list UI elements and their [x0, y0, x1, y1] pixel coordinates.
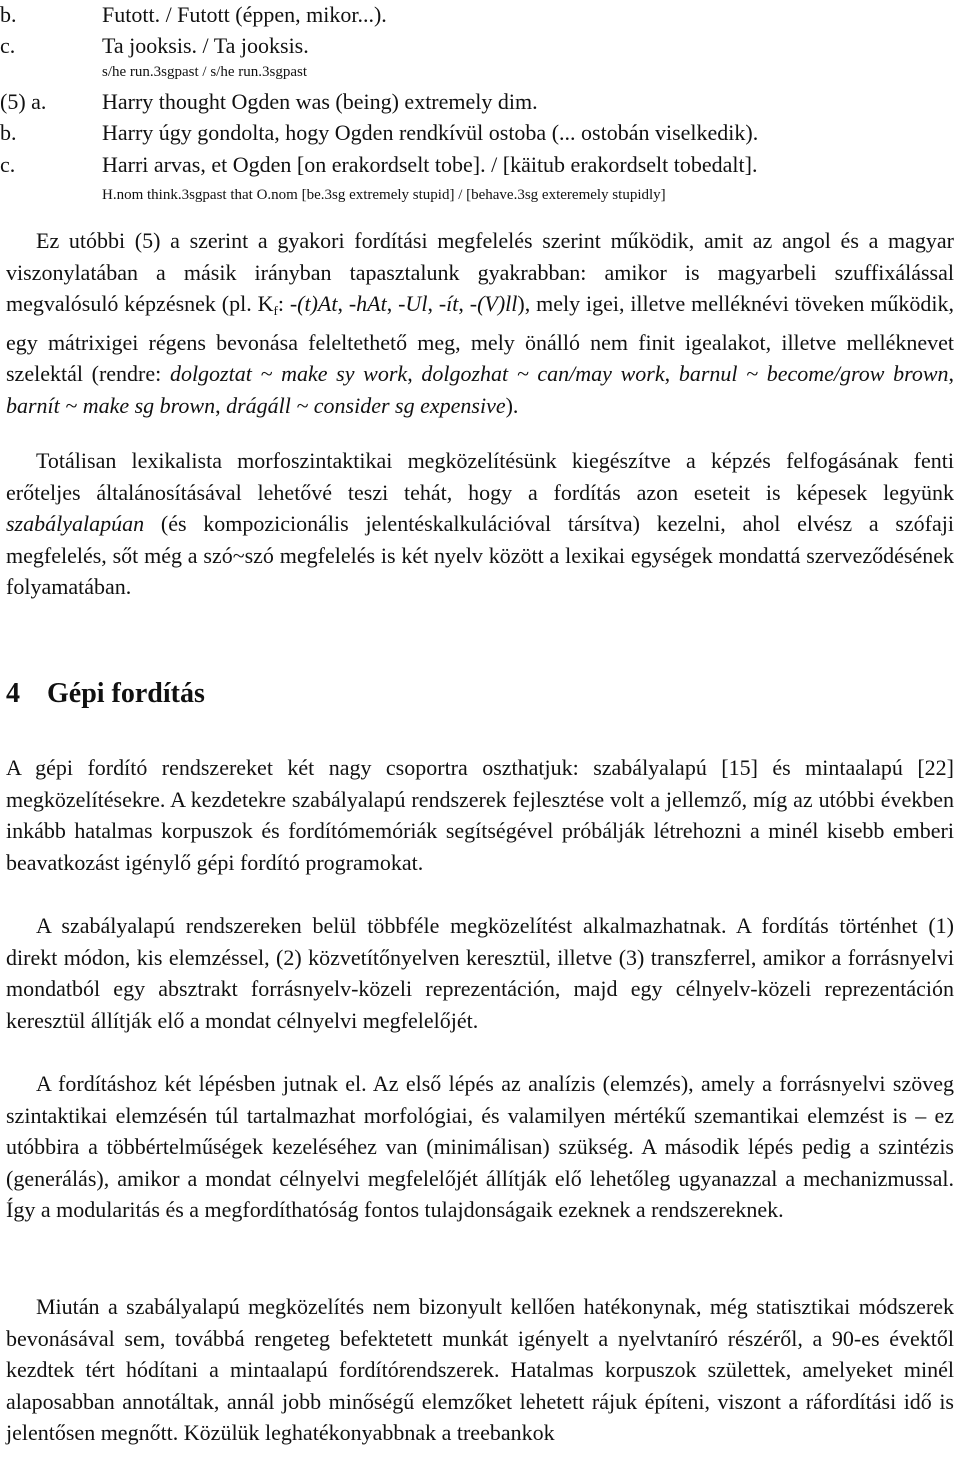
example-label: b. — [0, 2, 17, 27]
paragraph-analysis-synthesis: A fordításhoz két lépésben jutnak el. Az első lépés az analízis (elemzés), amely a forrásnyelvi szöveg szintaktikai elemzésén túl tartalmazhat morfológiai, és valamilyen mértékű szemantikai elemzést is – ez utóbbira a többértelműségek kezeléséhez van (minimálisan) szükség. A második lépés pedig a szintézis (generálás), amikor a mondat célnyelvi megfelelőjét állítják elő lehetőleg ugyanazzal a mechanizmussal. Így a modularitás és a megfordíthatóság fontos tulajdonságaik ezeknek a rendszereknek. — [6, 1071, 954, 1222]
section-title: Gépi fordítás — [47, 678, 205, 709]
example-label: c. — [0, 33, 16, 58]
paragraph-example-based: Miután a szabályalapú megközelítés nem bizonyult kellően hatékonynak, még statisztikai módszerek bevonásával sem, továbbá rengeteg befektetett munkát igényelt a nyelvtaníró részéről, a 90-es évektől kezdtek tért hódítani a mintaalapú fordítórendszerek. Hatalmas korpuszok születtek, amelyeket minél alaposabban annotáltak, annál jobb minőségű elemzőket lehetett rájuk építeni, viszont a ráfordítási idő is jelentősen megnőtt. Közülük leghatékonyabbnak a treebankok — [6, 1294, 954, 1445]
paragraph-lexicalist: Totálisan lexikalista morfoszintaktikai megközelítésünk kiegészítve a képzés felfogásának fenti erőteljes általánosításával lehetővé teszi tehát, hogy a fordítás azon eseteit is képesek legyünk szabályalapúan (és kompozicionális jelentéskalkulációval társítva) kezelni, ahol elvész a szófaji megfelelés, sőt még a szó~szó megfelelés is két nyelv között a lexikai egységek mondattá szerveződésének folyamatában. — [6, 448, 954, 599]
example-text: Ta jooksis. / Ta jooksis. — [102, 33, 309, 58]
paragraph-affix-translation: Ez utóbbi (5) a szerint a gyakori fordítási megfelelés szerint működik, amit az angol és a magyar viszonylatában a másik irányban tapasztalunk gyakrabban: amikor is magyarbeli szuffixálással megvalósuló képzésnek (pl. $K_f$: -(t)At, -hAt, -Ul, -ít, -(V)ll), mely igei, illetve melléknévi töveken működik, egy mátrixigei régens bevonása feleltethető meg, mely önálló nem finit igealakot, illetve melléknevet szelektál (rendre: dolgoztat ~ make sy work, dolgozhat ~ can/may work, barnul ~ become/grow brown, barnít ~ make sg brown, drágáll ~ consider sg expensive). — [6, 228, 955, 418]
paragraph-mt-overview: A gépi fordító rendszereket két nagy csoportra oszthatjuk: szabályalapú [15] és mintaalapú [22] megközelítésekre. A kezdetekre szabályalapú rendszerek fejlesztése volt a jellemző, míg az utóbbi években inkább hatalmas korpuszok és fordítómemóriák segítségével próbálják létrehozni a minél kisebb emberi beavatkozást igénylő gépi fordító programokat. — [6, 755, 954, 875]
example-text: Futott. / Futott (éppen, mikor...). — [102, 2, 387, 27]
gloss-text: H.nom think.3sgpast that O.nom [be.3sg extremely stupid] / [behave.3sg exteremely stupidly] — [102, 187, 666, 203]
example-text: Harry thought Ogden was (being) extremely dim. — [102, 89, 538, 114]
section-heading — [6, 676, 205, 712]
example-label: b. — [0, 120, 17, 145]
example-label: (5) a. — [0, 89, 47, 114]
example-text: Harry úgy gondolta, hogy Ogden rendkívül ostoba (... ostobán viselkedik). — [102, 120, 759, 145]
example-text: Harri arvas, et Ogden [on erakordselt tobe]. / [käitub erakordselt tobedalt]. — [102, 152, 758, 177]
gloss-text: s/he run.3sgpast / s/he run.3sgpast — [102, 64, 307, 80]
section-number: 4 — [6, 678, 20, 709]
paragraph-rule-based: A szabályalapú rendszereken belül többféle megközelítést alkalmazhatnak. A fordítás történhet (1) direkt módon, kis elemzéssel, (2) közvetítőnyelven keresztül, illetve (3) transzferrel, amikor a forrásnyelvi mondatból egy absztrakt forrásnyelv-közeli reprezentáción, majd egy célnyelv-közeli reprezentáción keresztül állítják elő a mondat célnyelvi megfelelőjét. — [6, 913, 954, 1033]
example-label: c. — [0, 152, 16, 177]
